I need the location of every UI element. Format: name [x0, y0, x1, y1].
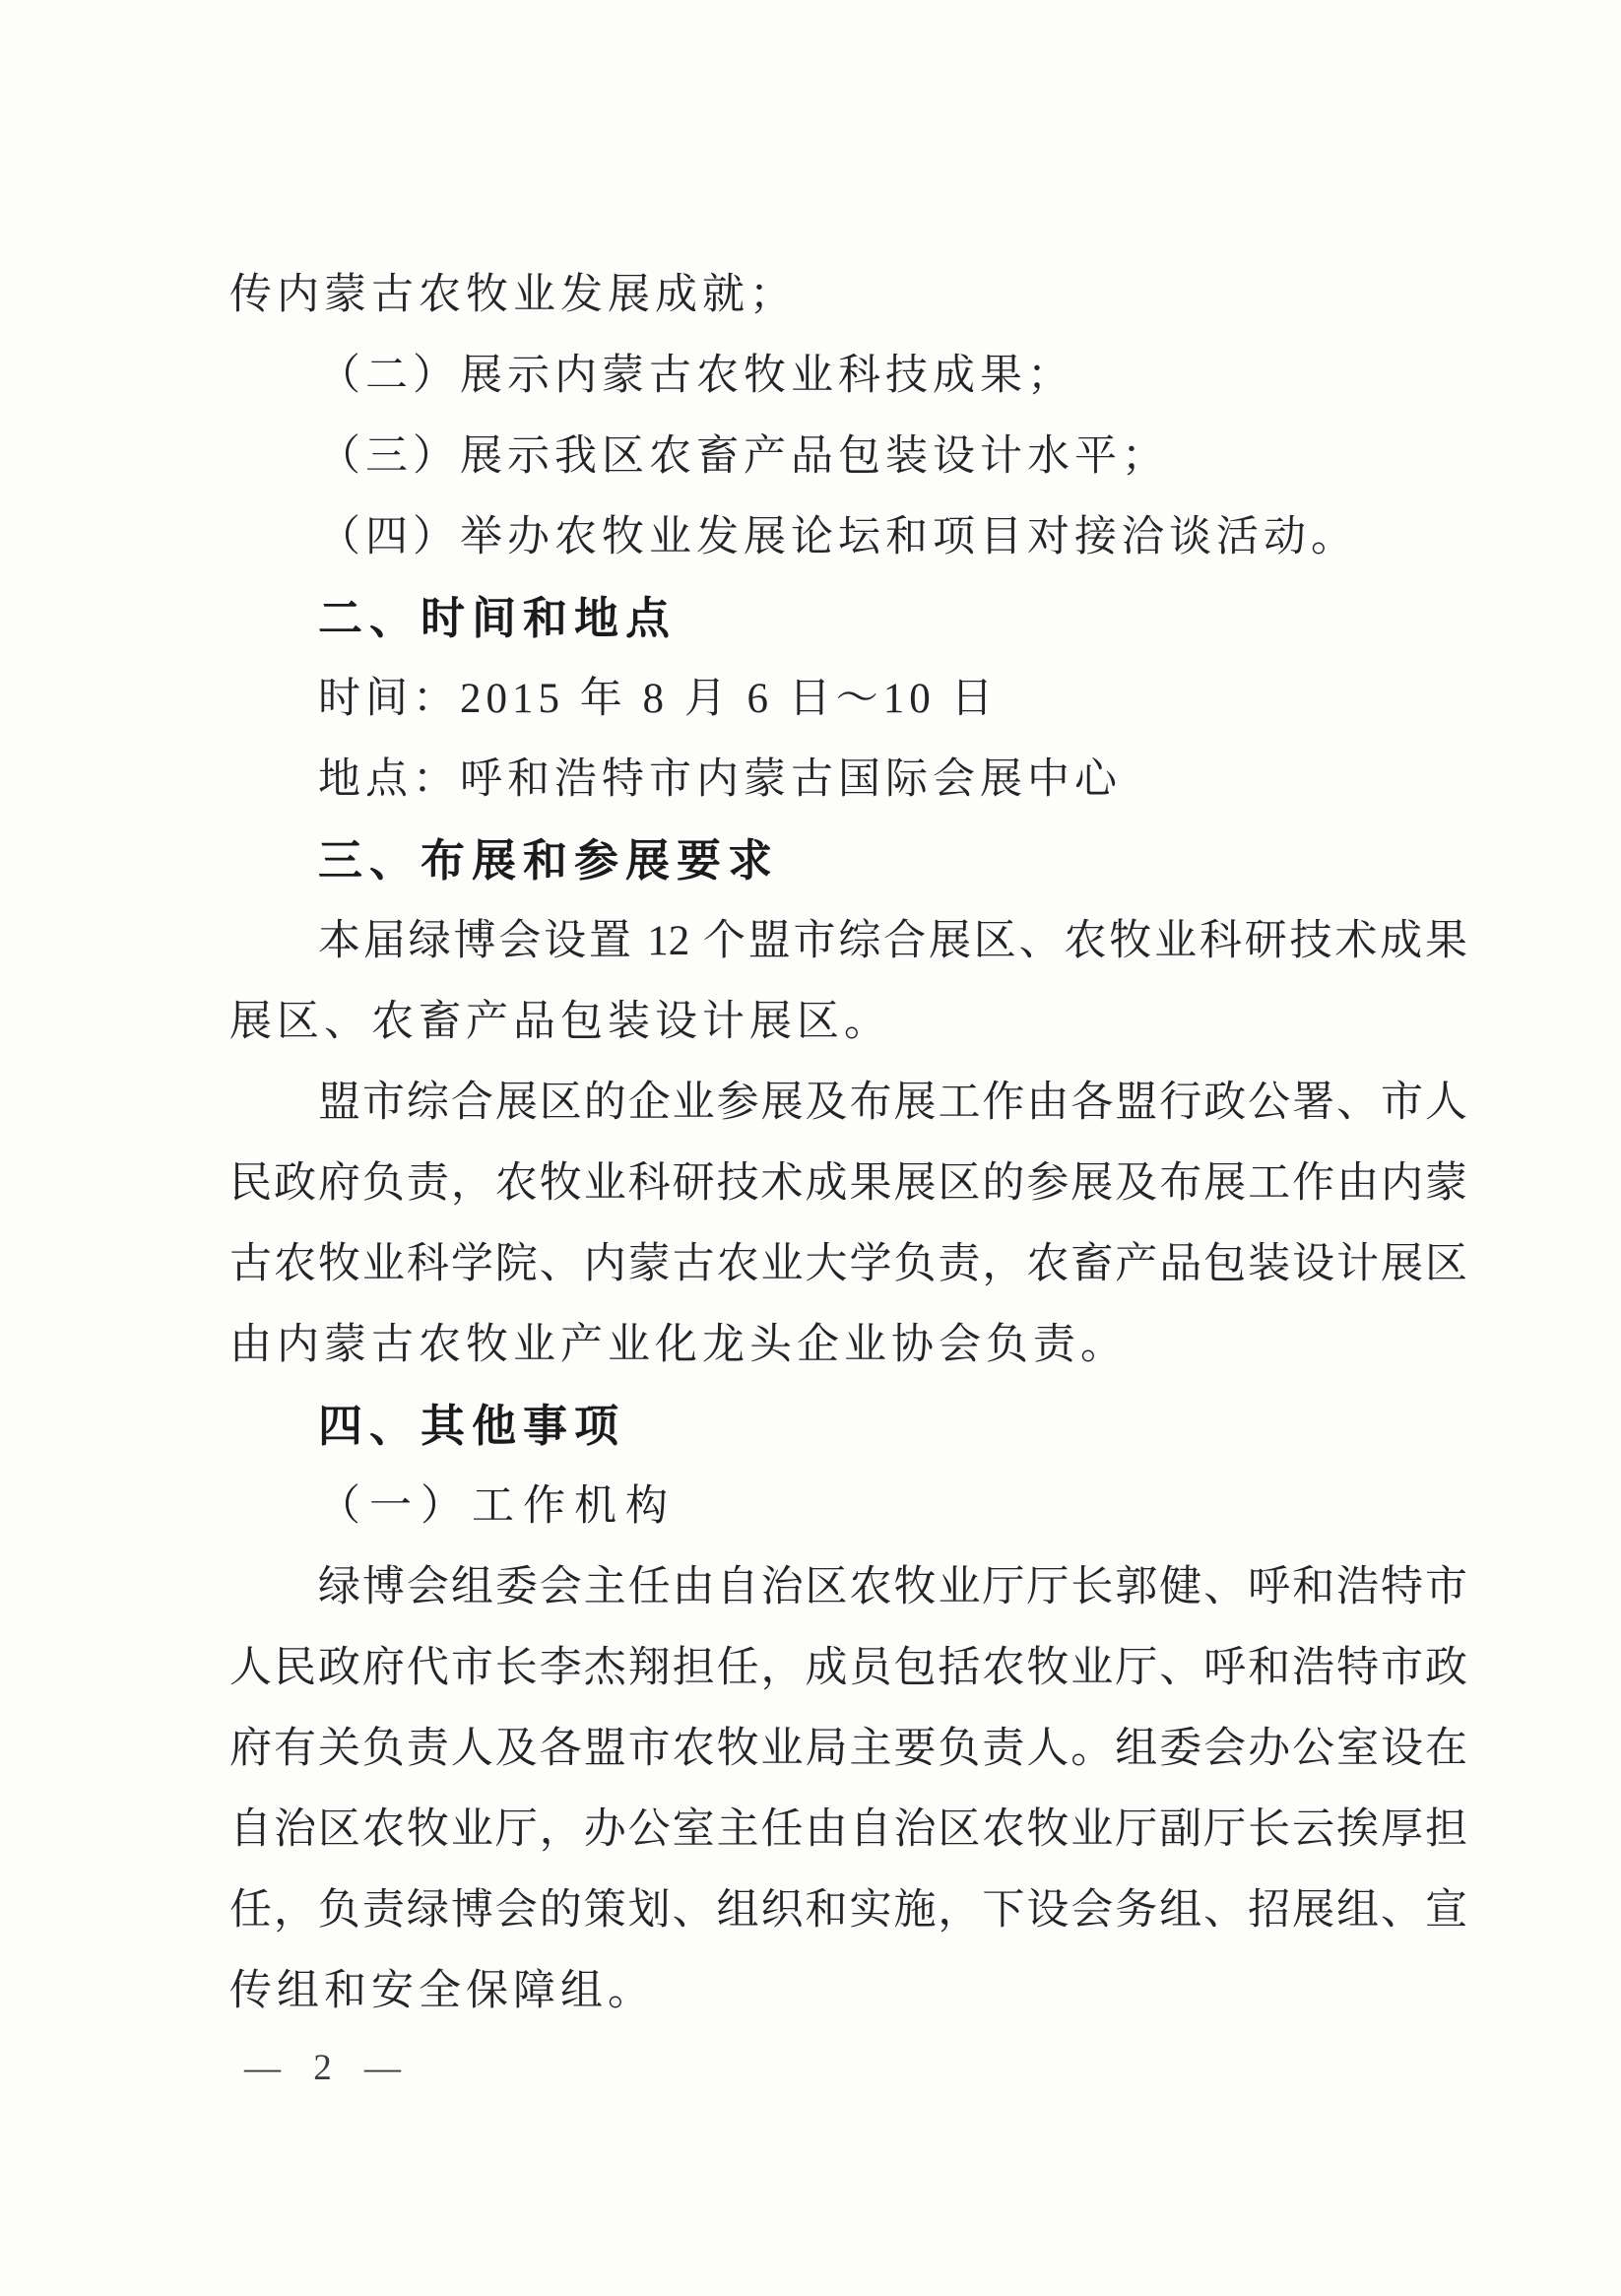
organization-paragraph-line-4: 自治区农牧业厅，办公室主任由自治区农牧业厅副厅长云挨厚担	[229, 1806, 1467, 1853]
exhibition-paragraph-2-line-2: 民政府负责，农牧业科研技术成果展区的参展及布展工作由内蒙	[229, 1160, 1467, 1207]
exhibition-paragraph-1-line-1: 本届绿博会设置 12 个盟市综合展区、农牧业科研技术成果	[318, 918, 1467, 964]
exhibition-paragraph-2-line-4: 由内蒙古农牧业产业化龙头企业协会负责。	[229, 1322, 1128, 1368]
organization-paragraph-line-1: 绿博会组委会主任由自治区农牧业厅厅长郭健、呼和浩特市	[318, 1564, 1467, 1610]
section-heading-other: 四、其他事项	[318, 1401, 626, 1451]
purpose-item-2: （二）展示内蒙古农牧业科技成果；	[318, 353, 1074, 399]
organization-paragraph-line-2: 人民政府代市长李杰翔担任，成员包括农牧业厅、呼和浩特市政	[229, 1645, 1467, 1691]
purpose-item-4: （四）举办农牧业发展论坛和项目对接洽谈活动。	[318, 514, 1358, 560]
purpose-item-3: （三）展示我区农畜产品包装设计水平；	[318, 433, 1169, 480]
time-line: 时间：2015 年 8 月 6 日～10 日	[318, 676, 999, 722]
exhibition-paragraph-2-line-3: 古农牧业科学院、内蒙古农业大学负责，农畜产品包装设计展区	[229, 1241, 1467, 1287]
exhibition-paragraph-2-line-1: 盟市综合展区的企业参展及布展工作由各盟行政公署、市人	[318, 1080, 1467, 1126]
place-line: 地点：呼和浩特市内蒙古国际会展中心	[318, 756, 1122, 803]
organization-paragraph-line-3: 府有关负责人及各盟市农牧业局主要负责人。组委会办公室设在	[229, 1726, 1467, 1772]
paragraph-continuation-line: 传内蒙古农牧业发展成就；	[229, 272, 797, 318]
section-heading-time-place: 二、时间和地点	[318, 593, 678, 643]
organization-paragraph-line-5: 任，负责绿博会的策划、组织和实施，下设会务组、招展组、宣	[229, 1887, 1467, 1934]
section-heading-exhibition: 三、布展和参展要求	[318, 835, 780, 886]
page-number: — 2 —	[244, 2048, 413, 2088]
document-body	[229, 255, 1467, 2032]
exhibition-paragraph-1-line-2: 展区、农畜产品包装设计展区。	[229, 999, 891, 1045]
page-footer	[244, 2028, 413, 2109]
organization-paragraph-line-6: 传组和安全保障组。	[229, 1968, 655, 2014]
subsection-heading-work-organization: （一）工作机构	[318, 1483, 677, 1530]
